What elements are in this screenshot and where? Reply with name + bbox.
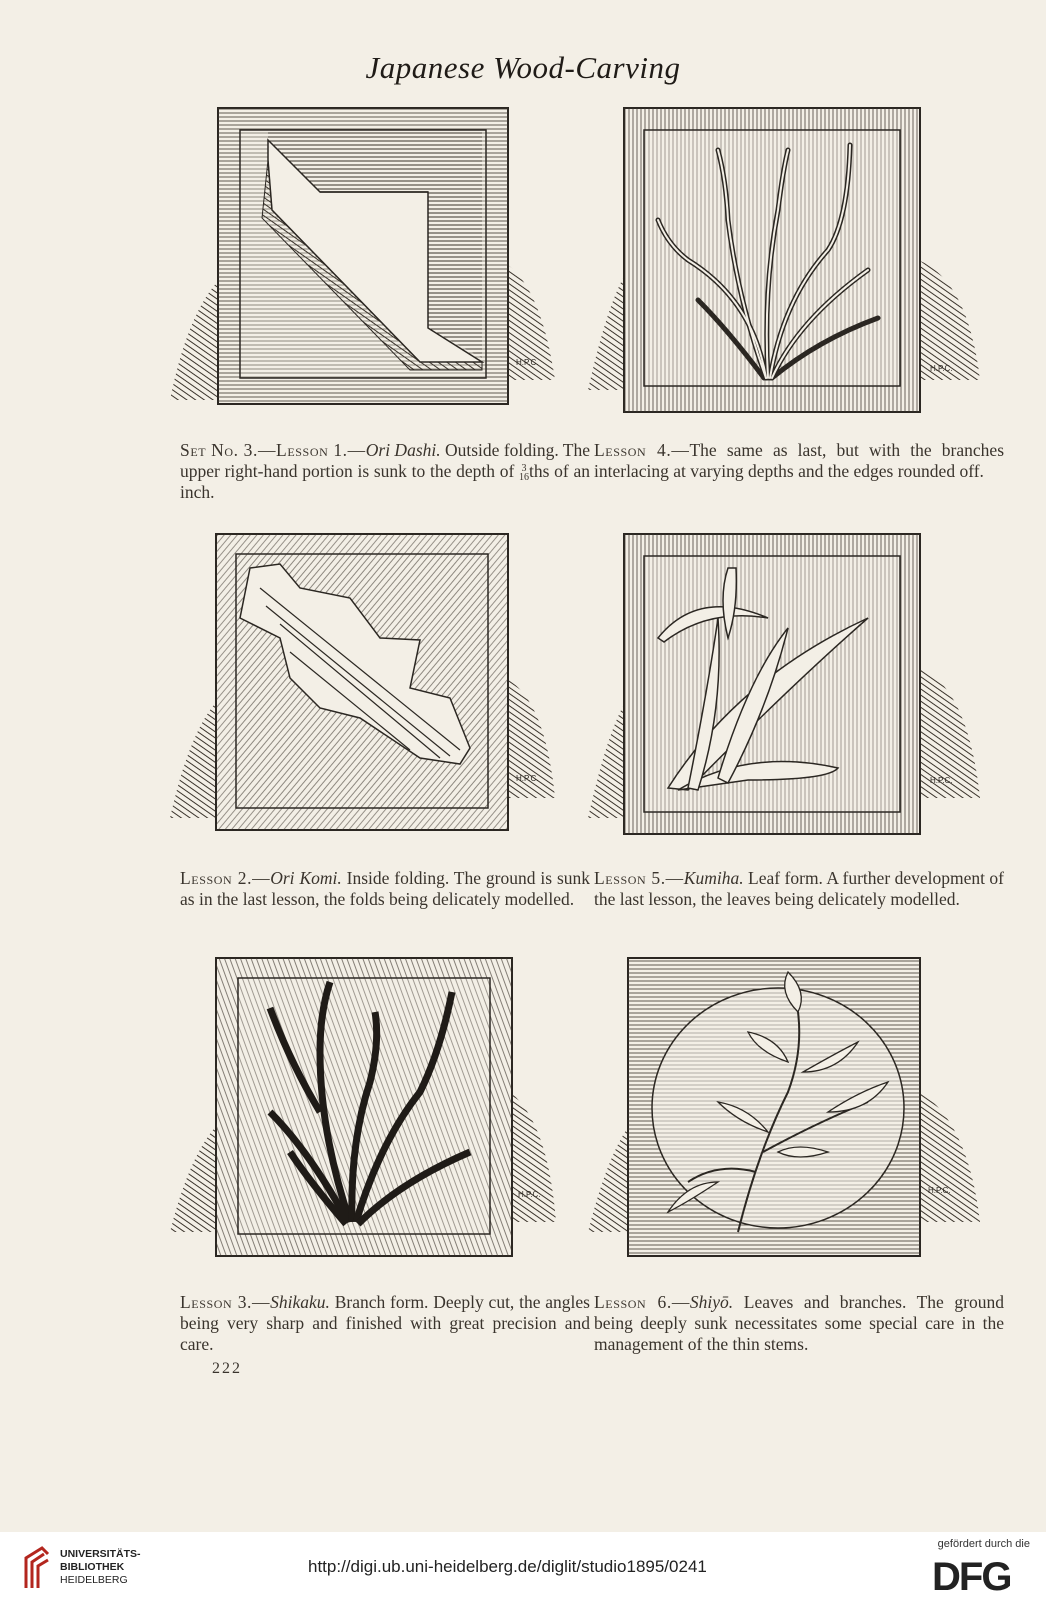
artist-mark: H.P.C. bbox=[518, 1190, 541, 1199]
library-logo[interactable] bbox=[22, 1540, 162, 1600]
caption-lesson-6: Lesson 6.—Shiyō. Leaves and branches. The ground being deeply sunk necessitates some special care in the management of the thin stems. bbox=[594, 1292, 1004, 1354]
caption-lesson-4: Lesson 4.—The same as last, but with the branches interlacing at varying depths and the edges rounded off. bbox=[594, 440, 1004, 481]
artist-mark: H.P.C. bbox=[516, 358, 539, 367]
dfg-logo[interactable] bbox=[932, 1554, 1028, 1601]
page-title: Japanese Wood-Carving bbox=[365, 50, 681, 85]
funded-by-label: gefördert durch die bbox=[937, 1538, 1030, 1550]
artist-mark: H.P.C. bbox=[516, 774, 539, 783]
source-url-link[interactable]: http://digi.ub.uni-heidelberg.de/diglit/studio1895/0241 bbox=[308, 1557, 707, 1576]
artist-mark: H.P.C. bbox=[930, 776, 953, 785]
svg-text:DFG: DFG bbox=[932, 1555, 1011, 1596]
caption-lesson-5: Lesson 5.—Kumiha. Leaf form. A further development of the last lesson, the leaves being delicately modelled. bbox=[594, 868, 1005, 909]
footer-bar bbox=[0, 1532, 1046, 1608]
artist-mark: H.P.C. bbox=[928, 1186, 951, 1195]
page-number: 222 bbox=[212, 1360, 242, 1377]
dfg-logo-icon bbox=[932, 1554, 1028, 1596]
caption-lesson-3: Lesson 3.—Shikaku. Branch form. Deeply cut, the angles being very sharp and finished with great precision and care. bbox=[180, 1292, 590, 1354]
plate-lesson-3-illustration bbox=[170, 952, 560, 1272]
caption-lesson-2: Lesson 2.—Ori Komi. Inside folding. The ground is sunk as in the last lesson, the folds being delicately modelled. bbox=[180, 868, 591, 909]
artist-mark: H.P.C. bbox=[930, 364, 953, 373]
plate-lesson-5-illustration bbox=[588, 528, 988, 848]
plate-lesson-6-illustration bbox=[588, 952, 988, 1272]
library-name: UNIVERSITÄTS- BIBLIOTHEK HEIDELBERG bbox=[60, 1548, 141, 1586]
plate-lesson-4-illustration bbox=[588, 100, 988, 420]
plate-lesson-2-illustration bbox=[170, 528, 560, 848]
plate-lesson-1-illustration bbox=[170, 100, 560, 420]
caption-lesson-1: Set No. 3.—Lesson 1.—Ori Dashi. Outside folding. The upper right-hand portion is sunk to the depth of 3 16 ths of an inch. bbox=[180, 440, 591, 502]
library-logo-icon bbox=[22, 1544, 52, 1592]
